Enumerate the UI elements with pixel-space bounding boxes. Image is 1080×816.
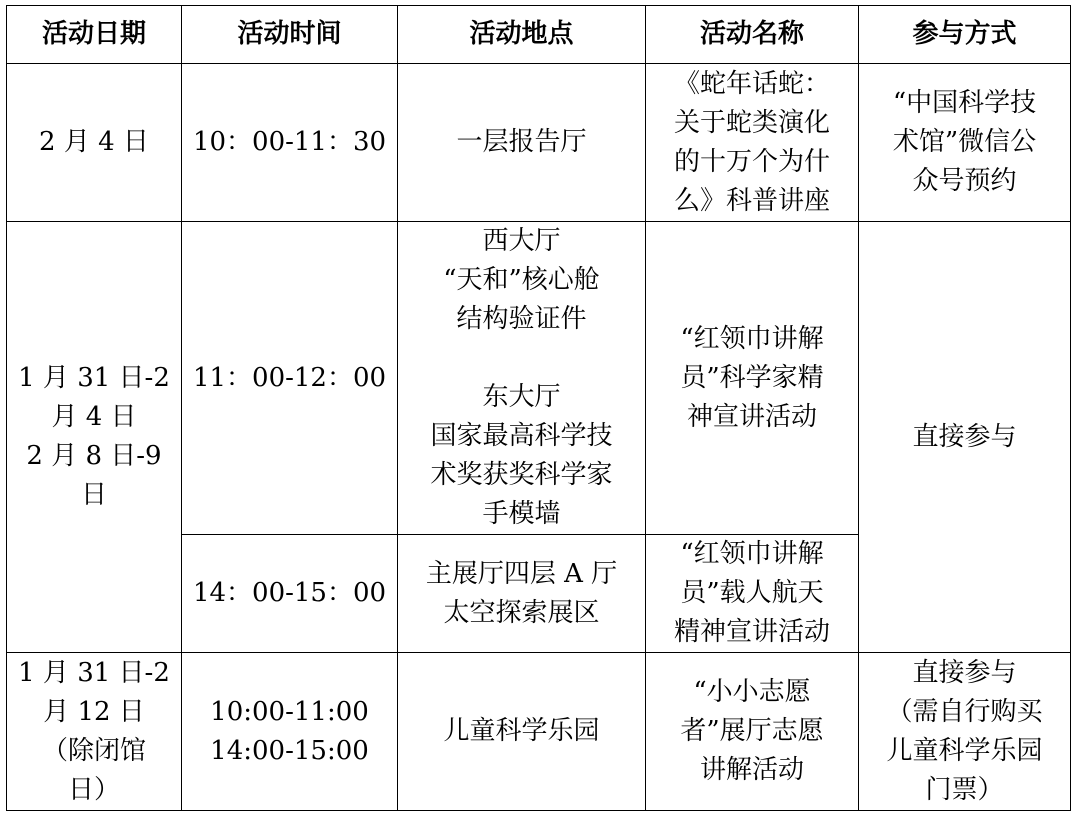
table-row [7,222,1071,535]
cell-method [859,653,1071,811]
cell-line: 结构验证件 [456,304,587,334]
cell-line: 众号预约 [912,166,1017,196]
cell-place [398,535,646,653]
header-method: 参与方式 [859,6,1071,64]
cell-time [182,222,398,535]
cell-line: 1 月 31 日-2 [18,363,170,393]
cell-place [398,222,646,535]
cell-line: 直接参与 [912,421,1017,452]
cell-date [7,222,182,653]
cell-line: 主展厅四层 A 厅 [425,558,618,589]
header-name: 活动名称 [646,6,859,64]
cell-line: 2 月 4 日 [39,127,149,157]
cell-line: 2 月 8 日-9 [26,441,162,471]
table-row [7,64,1071,222]
cell-date [7,64,182,222]
activity-schedule-table [6,5,1071,811]
cell-line: 太空探索展区 [443,597,600,628]
cell-line: 1 月 31 日-2 [18,657,170,688]
cell-line: 的十万个为什 [673,146,830,177]
cell-place [398,64,646,222]
cell-line: 10：00-11：30 [192,127,387,157]
cell-activity-name [646,64,859,222]
cell-line: 14：00-15：00 [192,578,387,608]
cell-line: 儿童科学乐园 [443,716,600,746]
cell-line: 10:00-11:00 [210,696,369,727]
table-row [7,653,1071,811]
cell-line: 月 12 日 [43,696,145,727]
cell-line: （需自行购买 [886,696,1043,727]
cell-line: “红领巾讲解 [680,539,824,569]
cell-line: 精神宣讲活动 [673,617,830,647]
cell-line: 员”科学家精 [680,362,824,393]
cell-line: 一层报告厅 [456,127,587,157]
cell-activity-name [646,653,859,811]
cell-line: 西大厅 [482,226,561,256]
cell-line: 关于蛇类演化 [673,107,830,138]
cell-line: 员”载人航天 [680,578,824,608]
cell-line: 日） [67,774,120,805]
cell-line: 日 [80,480,107,510]
cell-line: 11：00-12：00 [192,362,387,393]
cell-time [182,653,398,811]
cell-line: 者”展厅志愿 [680,716,824,746]
header-row [7,6,1071,64]
cell-method [859,64,1071,222]
cell-line: 门票） [925,774,1004,805]
cell-line: 月 4 日 [51,402,137,432]
cell-line: （除闭馆 [41,735,146,766]
line-gap [404,339,639,378]
cell-line: 术奖获奖科学家 [430,460,613,490]
cell-activity-name [646,222,859,535]
cell-line: “红领巾讲解 [680,323,824,354]
header-place: 活动地点 [398,6,646,64]
cell-line: 《蛇年话蛇： [673,68,830,99]
cell-line: 术馆”微信公 [892,127,1037,157]
cell-time [182,64,398,222]
cell-line: 儿童科学乐园 [886,735,1043,766]
cell-line: “天和”核心舱 [443,265,600,295]
cell-line: 直接参与 [912,657,1017,688]
cell-line: “中国科学技 [892,88,1037,118]
cell-place [398,653,646,811]
cell-method [859,222,1071,653]
cell-activity-name [646,535,859,653]
header-date: 活动日期 [7,6,182,64]
cell-line: 东大厅 [482,382,561,412]
cell-line: “小小志愿 [693,677,811,707]
header-time: 活动时间 [182,6,398,64]
cell-line: 国家最高科学技 [430,421,613,451]
cell-line: 14:00-15:00 [210,735,369,766]
cell-line: 讲解活动 [699,755,804,785]
cell-line: 么》科普讲座 [673,185,830,216]
cell-line: 神宣讲活动 [686,401,817,432]
cell-time [182,535,398,653]
cell-line: 手模墙 [482,499,561,529]
cell-date [7,653,182,811]
